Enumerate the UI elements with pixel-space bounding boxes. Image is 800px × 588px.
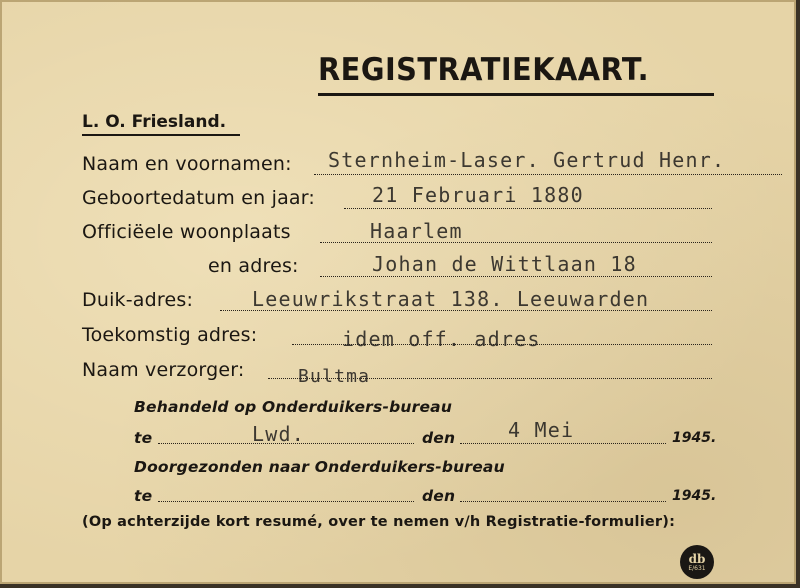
woonplaats-label: Officiëele woonplaats bbox=[82, 221, 291, 243]
card-title: REGISTRATIEKAART. bbox=[318, 52, 650, 88]
duik-value: Leeuwrikstraat 138. Leeuwarden bbox=[252, 287, 650, 311]
behandeld-den-line bbox=[460, 443, 666, 444]
behandeld-den-label: den bbox=[422, 429, 456, 447]
toekomstig-value: idem off. adres bbox=[342, 327, 541, 351]
duik-label: Duik-adres: bbox=[82, 289, 194, 311]
geboorte-label: Geboortedatum en jaar: bbox=[82, 187, 316, 209]
stamp-bottom-text: E/631 bbox=[688, 564, 706, 572]
doorgezonden-heading: Doorgezonden naar Onderduikers-bureau bbox=[134, 458, 505, 476]
stamp-top-text: db bbox=[688, 551, 706, 566]
geboorte-line bbox=[344, 208, 712, 209]
behandeld-te-label: te bbox=[134, 429, 153, 447]
adres-value: Johan de Wittlaan 18 bbox=[372, 252, 637, 276]
behandeld-year: 1945. bbox=[672, 430, 717, 446]
toekomstig-label: Toekomstig adres: bbox=[82, 324, 258, 346]
archive-stamp bbox=[680, 545, 714, 579]
behandeld-den-value: 4 Mei bbox=[508, 418, 575, 442]
naam-line bbox=[314, 174, 782, 175]
geboorte-value: 21 Februari 1880 bbox=[372, 183, 584, 207]
verzorger-value: Bultma bbox=[298, 366, 371, 387]
footer-note: (Op achterzijde kort resumé, over te nemen v/h Registratie-formulier): bbox=[82, 514, 676, 530]
doorgezonden-te-line bbox=[158, 501, 414, 502]
doorgezonden-year: 1945. bbox=[672, 488, 717, 504]
doorgezonden-den-label: den bbox=[422, 487, 456, 505]
naam-value: Sternheim-Laser. Gertrud Henr. bbox=[328, 148, 726, 172]
woonplaats-value: Haarlem bbox=[370, 219, 463, 243]
adres-label: en adres: bbox=[208, 255, 299, 277]
naam-label: Naam en voornamen: bbox=[82, 153, 292, 175]
behandeld-heading: Behandeld op Onderduikers-bureau bbox=[134, 398, 453, 416]
behandeld-te-value: Lwd. bbox=[252, 422, 305, 446]
doorgezonden-te-label: te bbox=[134, 487, 153, 505]
doorgezonden-den-line bbox=[460, 501, 666, 502]
organisation-underline bbox=[82, 134, 240, 136]
adres-line bbox=[320, 276, 712, 277]
verzorger-label: Naam verzorger: bbox=[82, 359, 245, 381]
organisation-label: L. O. Friesland. bbox=[82, 112, 227, 132]
title-underline bbox=[318, 93, 714, 96]
